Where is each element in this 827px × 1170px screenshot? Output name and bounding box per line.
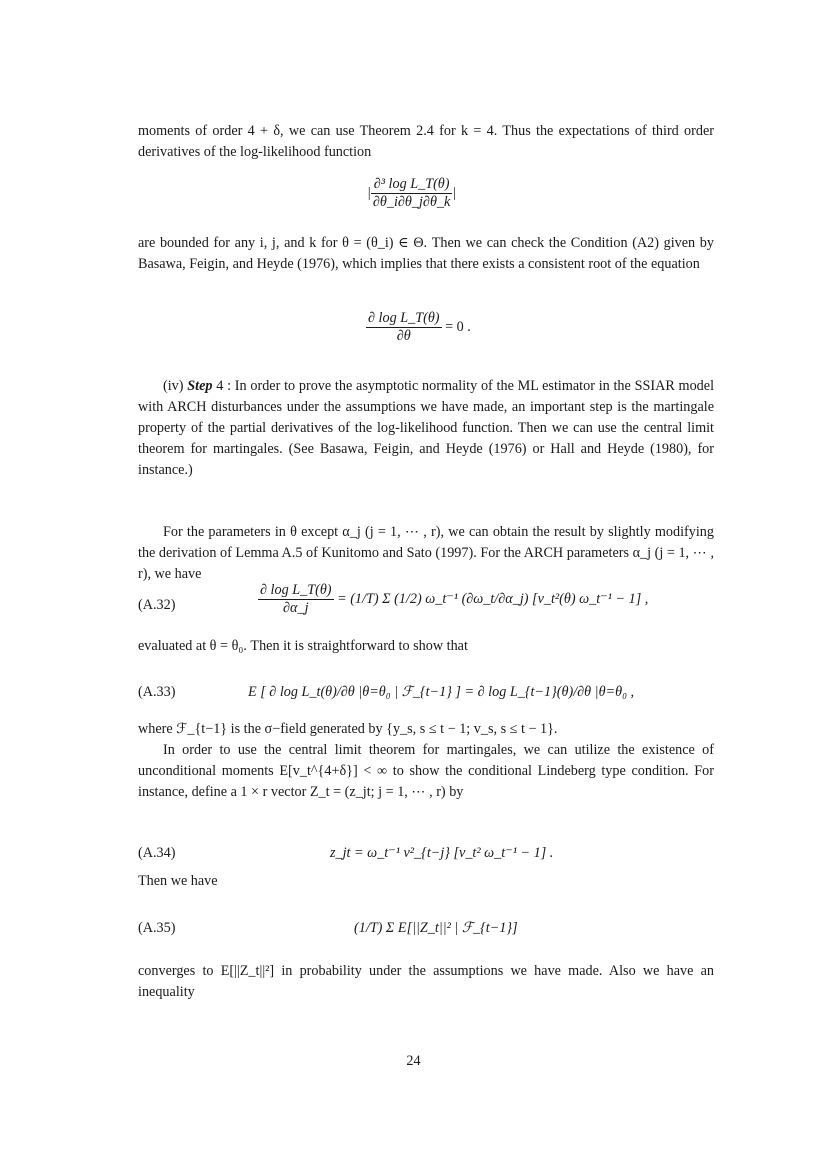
step-body: 4 : In order to prove the asymptotic normality of the ML estimator in the SSIAR model with ARCH disturbances under the assumptions we have made, an important step is the martingale property of the partial derivatives of the log-likelihood function. Then we can use the central limit theorem for martingales. (See Basawa, Feigin, and Heyde (1976) or Hall and Heyde (1980), for instance.) bbox=[138, 378, 715, 478]
equation-A32 bbox=[258, 582, 648, 617]
third-derivative-denominator: ∂θ_i∂θ_j∂θ_k bbox=[372, 194, 451, 210]
label-A35: (A.35) bbox=[138, 920, 176, 936]
equation-A33: E [ ∂ log L_t(θ)/∂θ |θ=θ₀ | ℱ_{t−1} ] = ∂ log L_{t−1}(θ)/∂θ |θ=θ₀ , bbox=[248, 684, 635, 700]
A32-lhs-numerator: ∂ log L_T(θ) bbox=[260, 582, 332, 598]
paragraph-5: evaluated at θ = θ₀. Then it is straightforward to show that bbox=[138, 638, 468, 654]
label-A33: (A.33) bbox=[138, 684, 176, 700]
score-denominator: ∂θ bbox=[366, 327, 442, 345]
equation-A35: (1/T) Σ E[||Z_t||² | ℱ_{t−1}] bbox=[354, 920, 518, 936]
score-numerator: ∂ log L_T(θ) bbox=[368, 310, 440, 326]
paragraph-2: are bounded for any i, j, and k for θ = (θ_i) ∈ Θ. Then we can check the Condition (A2) given by Basawa, Feigin, and Heyde (1976), which implies that there exists a consistent root of the equation bbox=[138, 235, 714, 272]
paragraph-3 bbox=[138, 376, 714, 481]
A32-lhs-denominator: ∂α_j bbox=[258, 599, 334, 617]
paragraph-6: where ℱ_{t−1} is the σ−field generated by {y_s, s ≤ t − 1; v_s, s ≤ t − 1}. bbox=[138, 721, 558, 737]
label-A34: (A.34) bbox=[138, 845, 176, 861]
page-number: 24 bbox=[406, 1053, 421, 1069]
score-rhs: = 0 . bbox=[445, 318, 471, 335]
step-heading: Step bbox=[187, 378, 213, 394]
equation-third-derivative: | $\frac{\text{∂³ log L\_T(θ)}}{\partial\theta\_i\partial\theta\_j\partial\theta\_k}$ | bbox=[367, 176, 457, 210]
paragraph-9: converges to E[||Z_t||²] in probability under the assumptions we have made. Also we have an inequality bbox=[138, 963, 714, 1000]
paragraph-8: Then we have bbox=[138, 873, 218, 889]
equation-score bbox=[366, 310, 471, 345]
equation-A34: z_jt = ω_t⁻¹ v²_{t−j} [v_t² ω_t⁻¹ − 1] . bbox=[330, 845, 554, 861]
A32-rhs: = (1/T) Σ (1/2) ω_t⁻¹ (∂ω_t/∂α_j) [v_t²(θ) ω_t⁻¹ − 1] , bbox=[337, 590, 649, 607]
label-A32: (A.32) bbox=[138, 597, 176, 613]
third-derivative-numerator: ∂³ log L_T(θ) bbox=[373, 176, 450, 192]
paragraph-1: moments of order 4 + δ, we can use Theorem 2.4 for k = 4. Thus the expectations of third order derivatives of the log-likelihood function bbox=[138, 123, 714, 160]
paragraph-4: For the parameters in θ except α_j (j = 1, ⋯ , r), we can obtain the result by slightly modifying the derivation of Lemma A.5 of Kunitomo and Sato (1997). For the ARCH parameters α_j (j = 1, ⋯ , r), we have bbox=[138, 524, 714, 582]
step-label: (iv) bbox=[163, 378, 184, 394]
paragraph-7: In order to use the central limit theorem for martingales, we can utilize the existence of unconditional moments E[v_t^{4+δ}] < ∞ to show the conditional Lindeberg type condition. For instance, define a 1 × r vector Z_t = (z_jt; j = 1, ⋯ , r) by bbox=[138, 742, 714, 800]
